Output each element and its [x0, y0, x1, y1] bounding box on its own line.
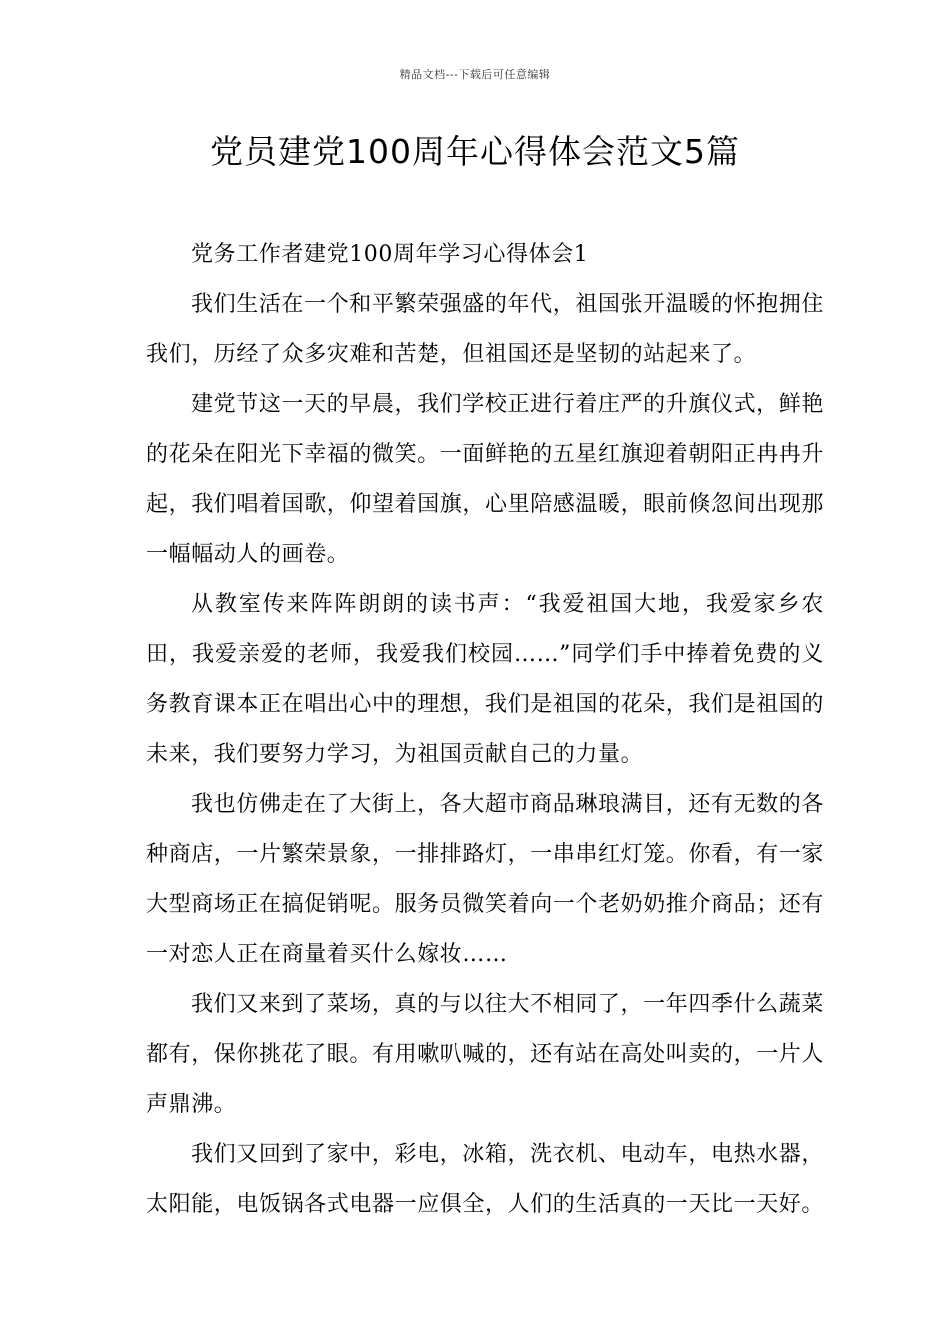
header-note: 精品文档---下载后可任意编辑 — [399, 68, 551, 81]
paragraph-6: 我们又回到了家中，彩电，冰箱，洗衣机、电动车，电热水器，太阳能，电饭锅各式电器一应俱全，人们的生活真的一天比一天好。 — [146, 1142, 825, 1217]
document-title: 党员建党100周年心得体会范文5篇 — [210, 132, 740, 171]
document-body — [146, 230, 824, 1230]
paragraph-1: 我们生活在一个和平繁荣强盛的年代，祖国张开温暖的怀抱拥住我们，历经了众多灾难和苦楚，但祖国还是坚韧的站起来了。 — [146, 292, 824, 367]
paragraph-2: 建党节这一天的早晨，我们学校正进行着庄严的升旗仪式，鲜艳的花朵在阳光下幸福的微笑。一面鲜艳的五星红旗迎着朝阳正冉冉升起，我们唱着国歌，仰望着国旗，心里陪感温暖，眼前倏忽间出现那一幅幅动人的画卷。 — [146, 392, 825, 567]
document-subtitle: 党务工作者建党100周年学习心得体会1 — [191, 242, 589, 267]
paragraph-5: 我们又来到了菜场，真的与以往大不相同了，一年四季什么蔬菜都有，保你挑花了眼。有用嗽叭喊的，还有站在高处叫卖的，一片人声鼎沸。 — [146, 992, 825, 1117]
paragraph-3: 从教室传来阵阵朗朗的读书声：“我爱祖国大地，我爱家乡农田，我爱亲爱的老师，我爱我们校园……”同学们手中捧着免费的义务教育课本正在唱出心中的理想，我们是祖国的花朵，我们是祖国的未来，我们要努力学习，为祖国贡献自己的力量。 — [146, 592, 825, 767]
paragraph-4: 我也仿佛走在了大街上，各大超市商品琳琅满目，还有无数的各种商店，一片繁荣景象，一排排路灯，一串串红灯笼。你看，有一家大型商场正在搞促销呢。服务员微笑着向一个老奶奶推介商品；还有一对恋人正在商量着买什么嫁妆…… — [146, 792, 825, 967]
